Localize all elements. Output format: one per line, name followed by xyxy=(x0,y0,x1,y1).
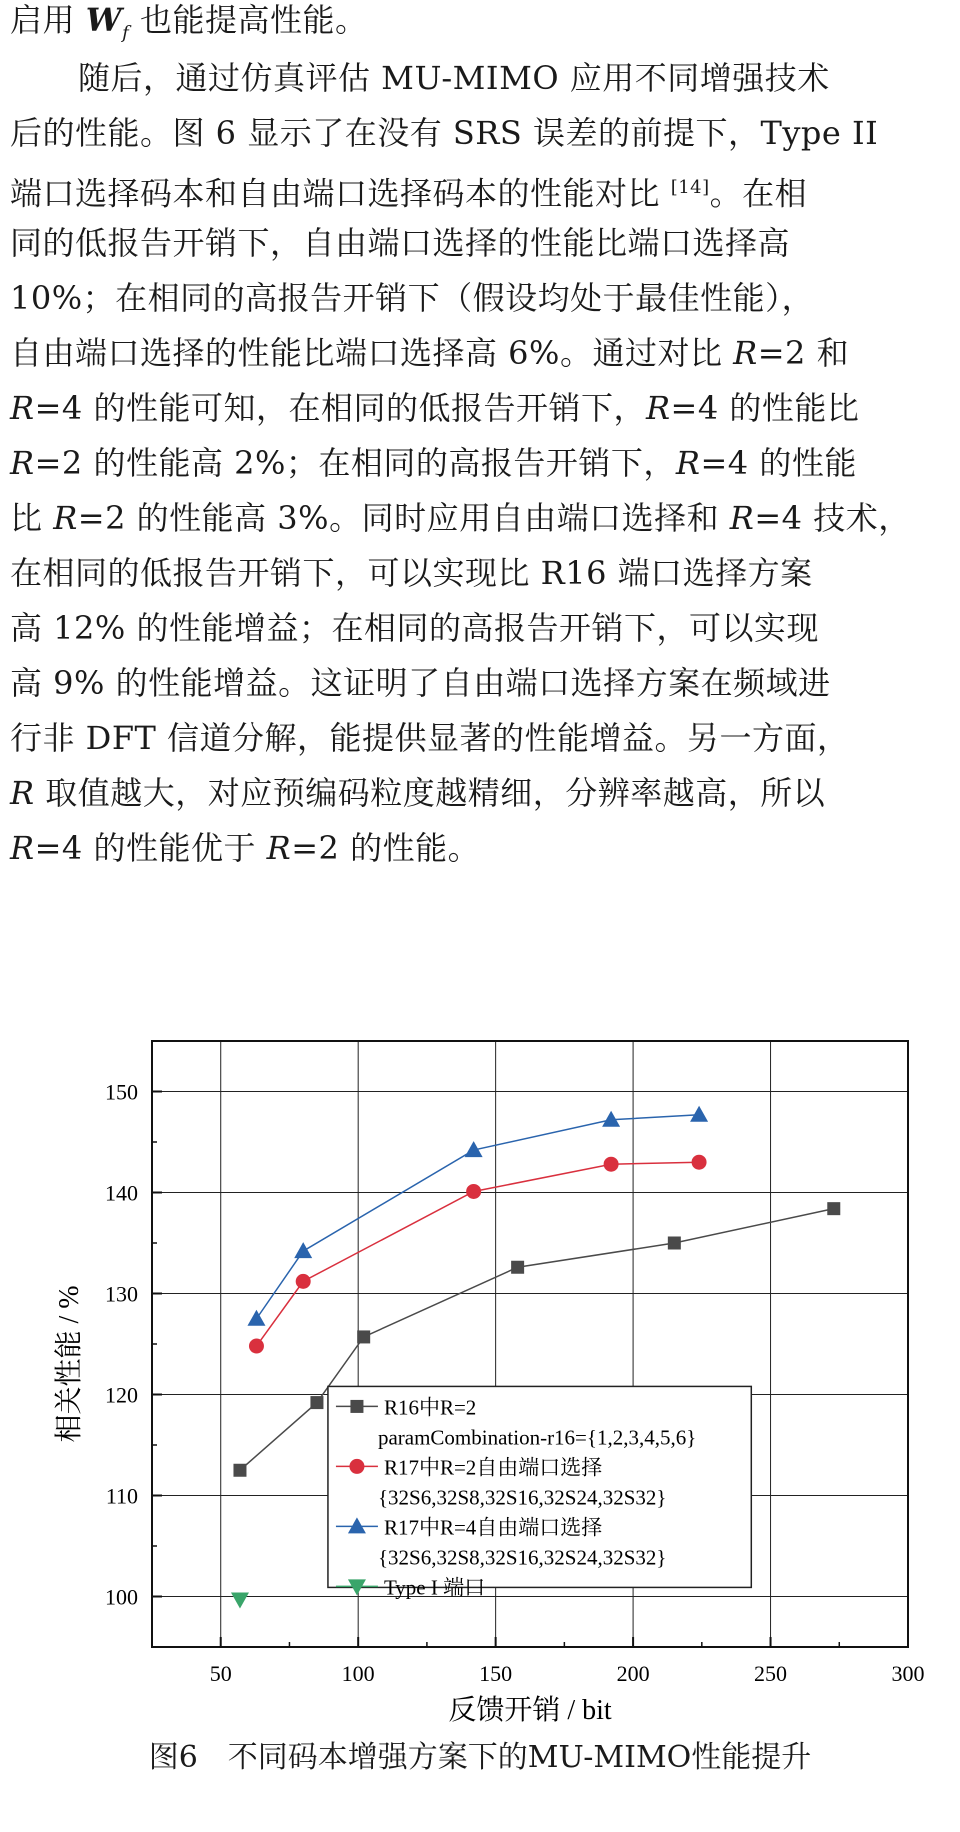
data-point xyxy=(233,1464,246,1477)
data-point xyxy=(604,1157,619,1172)
text-line-11: 在相同的低报告开销下，可以实现比 R16 端口选择方案 xyxy=(10,554,813,592)
legend-label: R16中R=2 xyxy=(383,1395,477,1420)
series-3 xyxy=(247,1106,708,1326)
data-point xyxy=(231,1593,249,1609)
legend-label: Type I 端口 xyxy=(383,1575,486,1600)
citation-ref: [14] xyxy=(670,177,710,198)
performance-chart xyxy=(40,1015,925,1735)
x-tick-label: 50 xyxy=(209,1661,232,1686)
data-point xyxy=(310,1396,323,1409)
data-point xyxy=(668,1237,681,1250)
x-axis-label: 反馈开销 / bit xyxy=(448,1695,612,1726)
text-line-2: 随后，通过仿真评估 MU-MIMO 应用不同增强技术 xyxy=(78,59,830,97)
series-2 xyxy=(249,1155,707,1354)
data-point xyxy=(692,1155,707,1170)
x-tick-label: 200 xyxy=(616,1661,650,1686)
data-point xyxy=(294,1242,312,1258)
text-line-4: 端口选择码本和自由端口选择码本的性能对比 [14]。在相 xyxy=(10,174,808,213)
text-line-7: 自由端口选择的性能比端口选择高 6%。通过对比 R=2 和 xyxy=(10,334,850,372)
data-point xyxy=(466,1184,481,1199)
legend-label: R17中R=4自由端口选择 xyxy=(383,1515,603,1540)
y-tick-label: 100 xyxy=(105,1584,138,1610)
text-line-8: R=4 的性能可知，在相同的低报告开销下，R=4 的性能比 xyxy=(10,389,860,427)
text-line-1: 启用 $W_f$ 也能提高性能。 xyxy=(10,1,368,44)
legend-marker xyxy=(350,1400,363,1413)
series-4 xyxy=(231,1593,249,1609)
data-point xyxy=(511,1261,524,1274)
text-line-15: R 取值越大，对应预编码粒度越精细，分辨率越高，所以 xyxy=(10,774,826,812)
data-point xyxy=(296,1274,311,1289)
text-line-3: 后的性能。图 6 显示了在没有 SRS 误差的前提下，Type II xyxy=(10,114,879,152)
y-tick-label: 150 xyxy=(105,1079,138,1105)
data-point xyxy=(827,1202,840,1215)
text-line-5: 同的低报告开销下，自由端口选择的性能比端口选择高 xyxy=(10,224,791,262)
text-line-10: 比 R=2 的性能高 3%。同时应用自由端口选择和 R=4 技术， xyxy=(10,499,911,537)
text-line-12: 高 12% 的性能增益；在相同的高报告开销下，可以实现 xyxy=(10,609,819,647)
legend-label: R17中R=2自由端口选择 xyxy=(383,1455,603,1480)
y-tick-label: 120 xyxy=(105,1382,138,1408)
y-axis-label: 相关性能 / % xyxy=(54,1285,85,1443)
x-tick-label: 150 xyxy=(479,1661,513,1686)
legend-label-line2: {32S6,32S8,32S16,32S24,32S32} xyxy=(377,1485,667,1510)
data-point xyxy=(249,1339,264,1354)
data-point xyxy=(247,1310,265,1326)
text-line-16: R=4 的性能优于 R=2 的性能。 xyxy=(10,829,481,867)
legend-label-line2: {32S6,32S8,32S16,32S24,32S32} xyxy=(377,1545,667,1570)
x-tick-label: 100 xyxy=(341,1661,375,1686)
y-tick-label: 110 xyxy=(105,1483,138,1509)
x-tick-label: 300 xyxy=(891,1661,925,1686)
x-tick-label: 250 xyxy=(754,1661,788,1686)
y-tick-label: 140 xyxy=(105,1180,138,1206)
text-line-6: 10%；在相同的高报告开销下（假设均处于最佳性能）， xyxy=(10,279,815,317)
figure-caption: 图6 不同码本增强方案下的MU-MIMO性能提升 xyxy=(148,1740,812,1775)
legend-marker xyxy=(349,1459,364,1474)
y-tick-label: 130 xyxy=(105,1281,138,1307)
data-point xyxy=(690,1106,708,1122)
data-point xyxy=(357,1330,370,1343)
chart-legend xyxy=(328,1386,751,1599)
text-line-14: 行非 DFT 信道分解，能提供显著的性能增益。另一方面， xyxy=(10,719,850,757)
text-line-13: 高 9% 的性能增益。这证明了自由端口选择方案在频域进 xyxy=(10,664,831,702)
legend-label-line2: paramCombination-r16={1,2,3,4,5,6} xyxy=(377,1425,697,1450)
axis-ticks xyxy=(105,1041,925,1686)
text-line-9: R=2 的性能高 2%；在相同的高报告开销下，R=4 的性能 xyxy=(10,444,857,482)
